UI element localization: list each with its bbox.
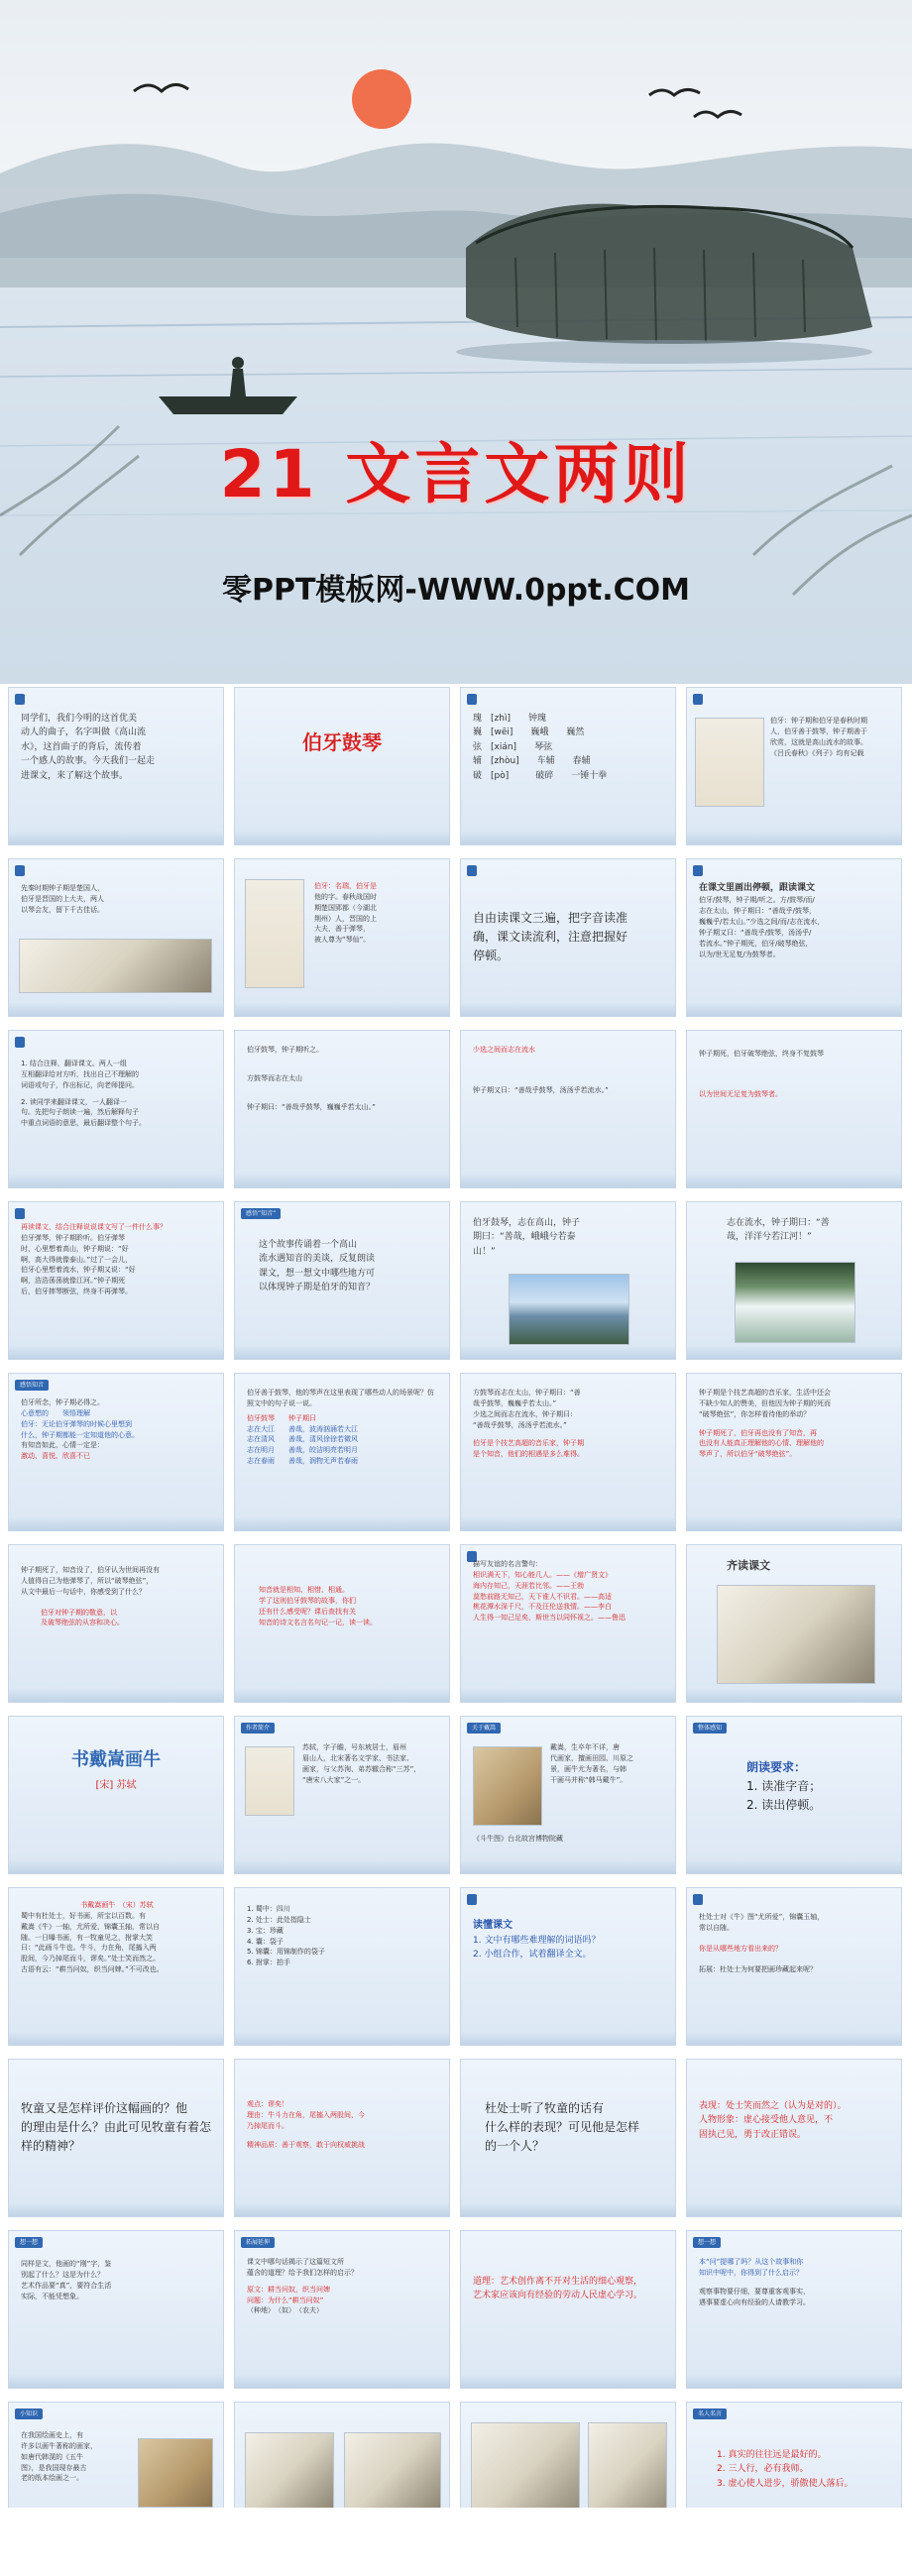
slide-text-line: 伯牙弹琴，钟子期聆听。伯牙弹琴 bbox=[21, 1233, 125, 1242]
slide-thumbnail[interactable] bbox=[8, 2230, 224, 2389]
slide-text-line: 2. 小组合作，试着翻译全文。 bbox=[473, 1949, 592, 1960]
slide-thumbnail[interactable] bbox=[686, 1716, 902, 1874]
slide-text-line: 志在太山，钟子期曰：“善哉乎/鼓琴， bbox=[699, 907, 816, 916]
slide-text-line: 钟子期又曰：“善哉乎鼓琴，汤汤乎若流水。” bbox=[473, 1085, 609, 1094]
slide-text-line: 1. 文中有哪些难理解的词语吗？ bbox=[473, 1935, 601, 1946]
slide-text-line: 伯牙善于鼓琴，他的琴声在这里表现了哪些动人的场景呢？仿照文中的句子说一说。 bbox=[247, 1389, 434, 1407]
slide-text-line: 乃掉尾而斗。 bbox=[247, 2121, 288, 2130]
slide-thumbnail[interactable] bbox=[460, 1201, 676, 1360]
slide-text-line: 2. 三人行，必有我师。 bbox=[717, 2464, 809, 2475]
slide-text-line: 桃花潭水深千尺，不及汪伦送我情。——李白 bbox=[473, 1603, 612, 1612]
slide-tag bbox=[467, 865, 477, 876]
slide-text-line: 钟子期死了，知音没了，伯牙认为世间再没有 bbox=[21, 1566, 160, 1574]
slide-text-line: 哉，洋洋兮若江河！” bbox=[727, 1232, 812, 1243]
slide-text-line: 图》，是我国现存最古 bbox=[21, 2463, 87, 2472]
slide-thumbnail[interactable] bbox=[8, 1030, 224, 1188]
slide-text-line: 艺术家应该向有经验的劳动人民虚心学习。 bbox=[473, 2291, 643, 2301]
slide-text-line: 水》，这首曲子的背后，流传着 bbox=[21, 741, 142, 752]
slide-text-line: 3. 宝：珍藏 bbox=[247, 1926, 284, 1935]
slide-thumbnail[interactable] bbox=[234, 1373, 450, 1531]
slide-thumbnail[interactable] bbox=[234, 1030, 450, 1188]
slide-text-line: 这个故事传诵着一个高山 bbox=[259, 1240, 358, 1250]
slide-text-line: 流水遇知音的美谈，反复朗读 bbox=[259, 1254, 376, 1265]
slide-text-line: 眉山人，北宋著名文学家、书法家、 bbox=[302, 1753, 413, 1762]
slide-text-line: 精神品质：善于观察，敢于向权威挑战 bbox=[247, 2140, 365, 2149]
slide-thumbnail[interactable] bbox=[460, 687, 676, 845]
slide-text-line: 牧童又是怎样评价这幅画的？他 bbox=[21, 2101, 188, 2115]
slide-text-line: 许多以画牛著称的画家， bbox=[21, 2441, 97, 2450]
slide-thumbnail[interactable] bbox=[234, 687, 450, 845]
slide-text-line: 伯牙/鼓琴，钟子期/听之。方/鼓琴/而/ bbox=[699, 896, 815, 905]
slide-tag: 作者简介 bbox=[241, 1723, 275, 1734]
ox-painting-image bbox=[245, 2432, 334, 2512]
slide-text-line: 莫愁前路无知己，天下谁人不识君。——高适 bbox=[473, 1592, 612, 1601]
slide-thumbnail[interactable] bbox=[234, 1716, 450, 1874]
ink-painting-image bbox=[19, 939, 212, 993]
slide-text-line: 大夫，善于弹琴， bbox=[314, 925, 370, 934]
slide-text-line: 如唐代韩滉的《五牛 bbox=[21, 2452, 83, 2461]
painting-image bbox=[473, 1746, 542, 1826]
slide-text-line: 伯牙：无论伯牙弹琴的时候心里想到 bbox=[21, 1419, 132, 1428]
slide-text-line: 描写友谊的名言警句： bbox=[473, 1560, 542, 1568]
slide-text-line: 拓展：杜处士为何要把画珍藏起来呢？ bbox=[699, 1964, 817, 1973]
slide-text-line: 的理由是什么？由此可见牧童有着怎 bbox=[21, 2120, 212, 2135]
slide-text-line: 同样是文，他画的“刚”字，鉴 bbox=[21, 2260, 112, 2268]
slide-text-line: 伯牙鼓琴 钟子期曰 bbox=[247, 1413, 316, 1422]
slide-text-line: 苏轼，字子瞻，号东坡居士，眉州 bbox=[302, 1743, 406, 1751]
slide-text-line: 伯牙：名瑞，伯牙是 bbox=[314, 882, 377, 890]
slide-text-line: 2. 读出停顿。 bbox=[746, 1797, 822, 1812]
slide-text-line: 及破琴绝弦的从容和决心。 bbox=[41, 1619, 124, 1627]
slide-text-line: 艺术作品要“真”，要符合生活 bbox=[21, 2281, 112, 2290]
slide-text-line: 观点：谬矣！ bbox=[247, 2100, 288, 2108]
slide-text-line: 钟子期死，伯牙破琴绝弦，终身不复鼓琴 bbox=[699, 1050, 824, 1058]
slide-text-line: 钟子期曰：“善哉乎鼓琴，巍巍乎若太山。” bbox=[247, 1102, 376, 1111]
slide-heading: 读懂课文 bbox=[473, 1920, 513, 1931]
slide-text-line: 啊，浩浩荡荡就像江河。”钟子期死 bbox=[21, 1277, 126, 1286]
slide-text-line: 知音就是相知、相惜、相通。 bbox=[259, 1586, 349, 1594]
slide-text-line: 伯牙所念，钟子期必得之。 bbox=[21, 1399, 104, 1406]
slide-thumbnail[interactable] bbox=[460, 1373, 676, 1531]
slide-text-line: 5. 锦囊：用锦制作的袋子 bbox=[247, 1948, 325, 1957]
slide-text-line: 心意想的 领悟理解 bbox=[21, 1408, 90, 1417]
slide-text-line: 若流水。”钟子期死，伯牙/破琴绝弦， bbox=[699, 939, 813, 948]
slide-text-line: 志在流水，钟子期曰：“善 bbox=[727, 1218, 830, 1228]
slide-tag: 小知识 bbox=[15, 2408, 43, 2419]
ink-painting-image bbox=[717, 1585, 875, 1684]
illustration-image bbox=[695, 718, 764, 807]
slide-text-line: 人，伯牙善于鼓琴，钟子期善于 bbox=[770, 727, 867, 735]
slide-text-line: 蜀中有杜处士，好书画，所宝以百数。有 bbox=[21, 1911, 146, 1920]
slide-thumbnail[interactable] bbox=[686, 858, 902, 1017]
horse-painting-image bbox=[471, 2422, 580, 2521]
slide-text-line: 1. 蜀中：四川 bbox=[247, 1905, 290, 1913]
slide-text-line: 书戴嵩画牛 （宋）苏轼 bbox=[80, 1901, 154, 1909]
slide-text-line: 道理：艺术创作离不开对生活的细心观察， bbox=[473, 2277, 643, 2287]
slide-text-line: 也没有人能真正理解他的心情、理解他的 bbox=[699, 1439, 824, 1448]
slide-thumbnail[interactable] bbox=[8, 858, 224, 1017]
slide-text-line: 课文，想一想文中哪些地方可 bbox=[259, 1268, 376, 1279]
slide-text-line: 啊，高大得就像泰山。”过了一会儿， bbox=[21, 1255, 133, 1264]
slide-text-line: 问题：为什么“耕当问奴” bbox=[247, 2296, 324, 2304]
slide-text-line: 山！” bbox=[473, 1246, 496, 1257]
slide-text-line: 少选之间而志在流水 bbox=[473, 1046, 535, 1054]
slide-heading: 在课文里画出停顿，跟读课文 bbox=[699, 883, 816, 893]
slide-text-line: 瑰 [zhì] 钟瑰 bbox=[473, 714, 546, 724]
slide-tag: 关于戴嵩 bbox=[467, 1723, 501, 1734]
slide-text-line: 以为/世无足复/为鼓琴者。 bbox=[699, 950, 780, 958]
slide-tag bbox=[693, 865, 703, 876]
slide-text-line: 观察事物要仔细，要尊重客观事实， bbox=[699, 2287, 810, 2296]
slide-thumbnail[interactable] bbox=[8, 1716, 224, 1874]
slide-text-line: 6. 拊掌：拍手 bbox=[247, 1959, 290, 1967]
slide-thumbnail[interactable] bbox=[460, 1030, 676, 1188]
slide-thumbnail[interactable] bbox=[234, 2059, 450, 2217]
slide-text-line: 知识中呢中，你得到了什么启示？ bbox=[699, 2268, 803, 2277]
slide-thumbnail[interactable] bbox=[234, 858, 450, 1017]
slide-text-line: 志在春雨 善哉，润物无声若春雨 bbox=[247, 1457, 358, 1466]
painting-caption: 《斗牛图》台北故宫博物院藏 bbox=[473, 1835, 563, 1843]
slide-heading: 再读课文，结合注释说说课文写了一件什么事？ bbox=[21, 1223, 167, 1231]
slide-text-line: 相识满天下，知心能几人。——《增广贤文》 bbox=[473, 1570, 612, 1579]
slide-text-line: 代画家，擅画田园、川原之 bbox=[550, 1753, 633, 1762]
slide-thumbnail[interactable] bbox=[686, 1030, 902, 1188]
slide-text-line: 自由读课文三遍，把字音读准 bbox=[473, 911, 628, 925]
slide-text-line: 干画马并称“韩马戴牛”。 bbox=[550, 1775, 627, 1784]
slide-text-line: 志在大江 善哉，波涛汹涌若大江 bbox=[247, 1424, 358, 1433]
slide-thumbnail[interactable] bbox=[686, 2059, 902, 2217]
slide-title: 伯牙鼓琴 bbox=[302, 730, 382, 754]
slide-tag bbox=[15, 1208, 25, 1219]
ox-painting-image bbox=[344, 2432, 441, 2512]
slide-text-line: 景，画牛尤为著名，与韩 bbox=[550, 1764, 627, 1773]
slide-title: 齐读课文 bbox=[727, 1559, 770, 1572]
slide-text-line: “唐宋八大家”之一。 bbox=[302, 1775, 366, 1784]
slide-text-line: 4. 囊：袋子 bbox=[247, 1937, 284, 1946]
slide-text-line: 期曰：“善哉，峨峨兮若泰 bbox=[473, 1232, 576, 1243]
slide-text-line: 伯牙鼓琴，志在高山，钟子 bbox=[473, 1218, 581, 1228]
slide-text-line: 从文中最后一句话中，你感受到了什么？ bbox=[21, 1587, 146, 1596]
slide-text-line: （种地） （奴） （农夫） bbox=[247, 2306, 323, 2315]
portrait-image bbox=[245, 879, 304, 988]
slide-tag bbox=[15, 1037, 25, 1048]
slide-thumbnail[interactable] bbox=[234, 1887, 450, 2046]
slide-text-line: 时，心里想着高山，钟子期说：“好 bbox=[21, 1244, 129, 1253]
slide-text-line: 蕴含的道理？给予我们怎样的启示？ bbox=[247, 2268, 358, 2277]
slide-text-line: 什么，钟子期都能一定知道他的心意。 bbox=[21, 1430, 139, 1439]
slide-text-line: 钟子期是个技艺高超的音乐家，生活中还会 bbox=[699, 1389, 831, 1397]
slide-text-line: 原文：耕当问奴，织当问婢 bbox=[247, 2285, 330, 2294]
slide-text-line: 什么样的表现？可见他是怎样 bbox=[485, 2120, 640, 2135]
slide-text-line: 人物形象：虚心接受他人意见，不 bbox=[699, 2115, 834, 2126]
slide-text-line: 《吕氏春秋》《列子》均有记载 bbox=[770, 748, 864, 757]
slide-text-line: 是个知音，他们的相遇是多么难得。 bbox=[473, 1450, 584, 1459]
slide-text-line: 别起了什么？这是为什么？ bbox=[21, 2270, 104, 2279]
slide-text-line: 不缺少知人的赞美，但他因为钟子期的死而 bbox=[699, 1399, 831, 1407]
slide-tag bbox=[15, 865, 25, 876]
slide-text-line: 词语或句子，作出标记，向老师提问。 bbox=[21, 1080, 139, 1089]
slide-thumbnail[interactable] bbox=[234, 2230, 450, 2389]
slide-text-line: 老的纸本绘画之一。 bbox=[21, 2474, 83, 2483]
slide-text-line: 被人尊为“琴仙”。 bbox=[314, 936, 371, 945]
ox-painting-image bbox=[138, 2438, 213, 2508]
slide-thumbnail[interactable] bbox=[234, 1201, 450, 1360]
slide-tag: 想一想 bbox=[693, 2237, 721, 2248]
slide-thumbnail[interactable] bbox=[460, 858, 676, 1017]
slide-text-line: 先秦时期钟子期是楚国人， bbox=[21, 884, 104, 892]
slide-text-line: 志在明月 善哉，皎洁明亮若明月 bbox=[247, 1446, 358, 1455]
slide-text-line: 2. 读同学来翻译课文，一人翻译一 bbox=[21, 1097, 127, 1106]
slide-text-line: 少选之间而志在流水，钟子期曰： bbox=[473, 1409, 577, 1418]
slide-thumbnail[interactable] bbox=[460, 2059, 676, 2217]
slide-text-line: 实际，不能凭想象。 bbox=[21, 2292, 83, 2300]
slide-text-line: 学了这则伯牙鼓琴的故事，你们 bbox=[259, 1596, 356, 1605]
slide-text-line: 伯牙是个技艺高超的音乐家，钟子期 bbox=[473, 1439, 584, 1448]
slide-text-line: 常以自随。 bbox=[699, 1923, 734, 1932]
slide-text-line: 破 [pò] 破碎 一锤十拳 bbox=[473, 770, 608, 781]
portrait-image bbox=[245, 1746, 294, 1816]
slide-thumbnail[interactable] bbox=[460, 1716, 676, 1874]
slide-text-line: 后，伯牙摔琴断弦，终身不再弹琴。 bbox=[21, 1288, 132, 1296]
slide-text-line: 1. 真实的往往远是最好的。 bbox=[717, 2450, 827, 2460]
slide-text-line: 随。一日曝书画，有一牧童见之，拊掌大笑 bbox=[21, 1933, 153, 1942]
slide-text-line: 停顿。 bbox=[473, 949, 510, 963]
slide-text-line: 古语有云：“耕当问奴，织当问婢。”不可改也。 bbox=[21, 1965, 164, 1974]
slide-thumbnail[interactable] bbox=[234, 1544, 450, 1703]
slide-tag: 名人名言 bbox=[693, 2408, 727, 2419]
slide-text-line: 琴声了，所以伯牙“破琴绝弦”。 bbox=[699, 1450, 797, 1459]
slide-text-line: 欣赏，这就是高山流水的故事。 bbox=[770, 737, 867, 746]
slide-text-line: “破琴绝弦”，你怎样看待他的举动？ bbox=[699, 1409, 811, 1418]
slide-text-line: 互相翻译给对方听，找出自己不理解的 bbox=[21, 1069, 139, 1078]
slide-thumbnail[interactable] bbox=[8, 1201, 224, 1360]
slide-text-line: 伯牙鼓琴，钟子期听之。 bbox=[247, 1046, 323, 1054]
slide-author: [宋] 苏轼 bbox=[95, 1780, 137, 1791]
slide-text-line: 你是从哪些地方看出来的？ bbox=[699, 1944, 782, 1953]
slide-text-line: 还有什么感受呢？课后查找有关 bbox=[259, 1607, 356, 1616]
slide-text-line: 1. 结合注释，翻译课文。两人一组 bbox=[21, 1060, 127, 1067]
slide-text-line: 戴嵩，生卒年不详，唐 bbox=[550, 1743, 620, 1751]
slide-text-line: 人值得自己为他弹琴了，所以“破琴绝弦”， bbox=[21, 1576, 154, 1585]
slide-tag bbox=[467, 1894, 477, 1905]
slide-thumbnail[interactable] bbox=[686, 1544, 902, 1703]
slide-thumbnail[interactable] bbox=[686, 2230, 902, 2389]
slide-text-line: 海内存知己，天涯若比邻。——王勃 bbox=[473, 1581, 584, 1590]
slide-thumbnail[interactable] bbox=[8, 687, 224, 845]
slide-text-line: 志在清风 善哉，清风徐徐若微风 bbox=[247, 1435, 358, 1444]
waterfall-photo bbox=[735, 1262, 855, 1343]
slide-heading: 朗读要求： bbox=[746, 1760, 807, 1774]
slide-text-line: 表现：处士笑而然之（认为是对的）。 bbox=[699, 2101, 847, 2111]
slide-tag: 感悟知音 bbox=[15, 1380, 49, 1391]
cover-title: 21 文言文两则 bbox=[219, 436, 693, 512]
slide-thumbnail[interactable] bbox=[686, 687, 902, 845]
page-footer-space bbox=[0, 2508, 912, 2576]
slide-thumbnail[interactable] bbox=[8, 1544, 224, 1703]
slide-text-line: 样的精神？ bbox=[21, 2139, 81, 2154]
slide-text-line: 钟子期又曰：“善哉乎/鼓琴，汤汤乎/ bbox=[699, 928, 812, 937]
slide-text-line: 动人的曲子，名字叫做《高山流 bbox=[21, 728, 147, 738]
slide-tag bbox=[693, 1894, 703, 1905]
slide-thumbnail[interactable] bbox=[460, 1544, 676, 1703]
slide-text-line: 伯牙：钟子期和伯牙是春秋时期 bbox=[770, 717, 867, 725]
slide-text-line: 哉乎鼓琴，巍巍乎若太山。” bbox=[473, 1399, 557, 1407]
slide-thumbnail[interactable] bbox=[460, 1887, 676, 2046]
slide-text-line: 有知音如此，心情一定是： bbox=[21, 1441, 104, 1450]
slide-text-line: 2. 处士：此处指隐士 bbox=[247, 1915, 311, 1924]
slide-tag: 想一想 bbox=[15, 2237, 43, 2248]
slide-text-line: 钟子期死了，伯牙再也没有了知音，再 bbox=[699, 1428, 817, 1437]
slide-text-line: 期楚国郢都（今湖北 bbox=[314, 903, 377, 912]
slide-text-line: 杜处士听了牧童的话有 bbox=[485, 2101, 605, 2115]
slide-text-line: 句。先把句子朗读一遍，然后解释句子 bbox=[21, 1108, 139, 1117]
slide-text-line: 方鼓琴而志在太山 bbox=[247, 1073, 302, 1082]
slide-text-line: 一个感人的故事。今天我们一起走 bbox=[21, 756, 156, 767]
slide-text-line: 方鼓琴而志在太山，钟子期曰：“善 bbox=[473, 1389, 581, 1397]
slide-tag bbox=[15, 694, 25, 705]
slide-text-line: 戴嵩《牛》一轴，尤所爱，锦囊玉轴，常以自 bbox=[21, 1922, 160, 1931]
slide-text-line: 1. 读准字音； bbox=[746, 1778, 822, 1793]
slide-text-line: 激动、喜悦、欣喜不已 bbox=[21, 1452, 90, 1461]
slide-text-line: 股间，今乃掉尾而斗，谬矣。”处士笑而然之。 bbox=[21, 1955, 161, 1963]
slide-text-line: 同学们，我们今明的这首优美 bbox=[21, 714, 138, 724]
slide-text-line: 遇事要虚心向有经验的人请教学习。 bbox=[699, 2297, 810, 2306]
slide-text-line: 进课文，来了解这个故事。 bbox=[21, 770, 129, 781]
slide-text-line: 伯牙心里想着流水，钟子期又说：“好 bbox=[21, 1266, 136, 1275]
slide-text-line: 以为世间无足复为鼓琴者。 bbox=[699, 1089, 782, 1098]
slide-text-line: 固执己见，勇于改正错误。 bbox=[699, 2129, 807, 2140]
slide-text-line: 本“问”提哪了吗？从这个故事和你 bbox=[699, 2258, 804, 2266]
slide-text-line: 他的字。春秋战国时 bbox=[314, 892, 377, 901]
slide-text-line: 确，课文读流利，注意把握好 bbox=[473, 930, 628, 945]
slide-text-line: 人生得一知己足矣，斯世当以同怀视之。——鲁迅 bbox=[473, 1614, 626, 1623]
slide-text-line: 曰：“此画斗牛也。牛斗，力在角，尾搐入两 bbox=[21, 1944, 157, 1953]
slide-thumbnail[interactable] bbox=[460, 2230, 676, 2389]
eagle-painting-image bbox=[588, 2422, 667, 2521]
slide-text-line: 理由：牛斗力在角，尾搐入两股间，今 bbox=[247, 2110, 365, 2119]
slide-text-line: “善哉乎鼓琴，汤汤乎若流水。” bbox=[473, 1420, 567, 1429]
slide-thumbnail[interactable] bbox=[8, 1887, 224, 2046]
slide-text-line: 伯牙是晋国的上大夫，两人 bbox=[21, 894, 104, 903]
slide-text-line: 巍巍乎/若太山。”少选之间/而/志在流水， bbox=[699, 918, 825, 927]
slide-text-line: 中重点词语的意思，最后翻译整个句子。 bbox=[21, 1119, 146, 1128]
slide-text-line: 荆州）人，晋国的上 bbox=[314, 914, 377, 923]
slide-text-line: 在我国绘画史上，有 bbox=[21, 2431, 83, 2439]
slide-thumbnail[interactable] bbox=[8, 2059, 224, 2217]
slide-text-line: 以体现钟子期是伯牙的知音？ bbox=[259, 1283, 376, 1293]
slide-text-line: 以琴会友，留下千古佳话。 bbox=[21, 905, 104, 914]
slide-text-line: 画家，与父苏洵、弟苏辙合称“三苏”， bbox=[302, 1764, 421, 1773]
slide-text-line: 3. 虚心使人进步，骄傲使人落后。 bbox=[717, 2478, 854, 2489]
slide-title: 书戴嵩画牛 bbox=[71, 1749, 161, 1770]
slide-thumbnail[interactable] bbox=[8, 1373, 224, 1531]
slide-tag bbox=[467, 694, 477, 705]
mountain-photo bbox=[509, 1274, 629, 1345]
slide-text-line: 课文中哪句话揭示了这篇短文所 bbox=[247, 2258, 344, 2266]
slide-text-line: 辅 [zhòu] 车辅 春辅 bbox=[473, 756, 591, 767]
slide-text-line: 弦 [xián] 琴弦 bbox=[473, 741, 553, 752]
slide-text-line: 巍 [wēi] 巍峨 巍然 bbox=[473, 728, 585, 738]
slide-text-line: 的一个人？ bbox=[485, 2139, 545, 2154]
slide-text-line: 伯牙对钟子期的敬意，以 bbox=[41, 1608, 117, 1617]
slide-tag: 拓展延伸 bbox=[241, 2237, 275, 2248]
cover-site-url: 零PPT模板网-WWW.0ppt.COM bbox=[221, 573, 691, 608]
slide-thumbnail[interactable] bbox=[686, 1373, 902, 1531]
slide-tag: 整体感知 bbox=[693, 1723, 727, 1734]
slide-tag: 感悟“知音” bbox=[241, 1208, 281, 1219]
slide-thumbnail[interactable] bbox=[686, 1887, 902, 2046]
slide-text-line: 知音的诗文名言名句记一记，读一读。 bbox=[259, 1618, 377, 1626]
slide-thumbnail[interactable] bbox=[686, 1201, 902, 1360]
cover-slide bbox=[0, 0, 912, 684]
slide-text-line: 杜处士对《牛》图“尤所爱”，锦囊玉轴， bbox=[699, 1913, 825, 1921]
slide-tag bbox=[693, 694, 703, 705]
